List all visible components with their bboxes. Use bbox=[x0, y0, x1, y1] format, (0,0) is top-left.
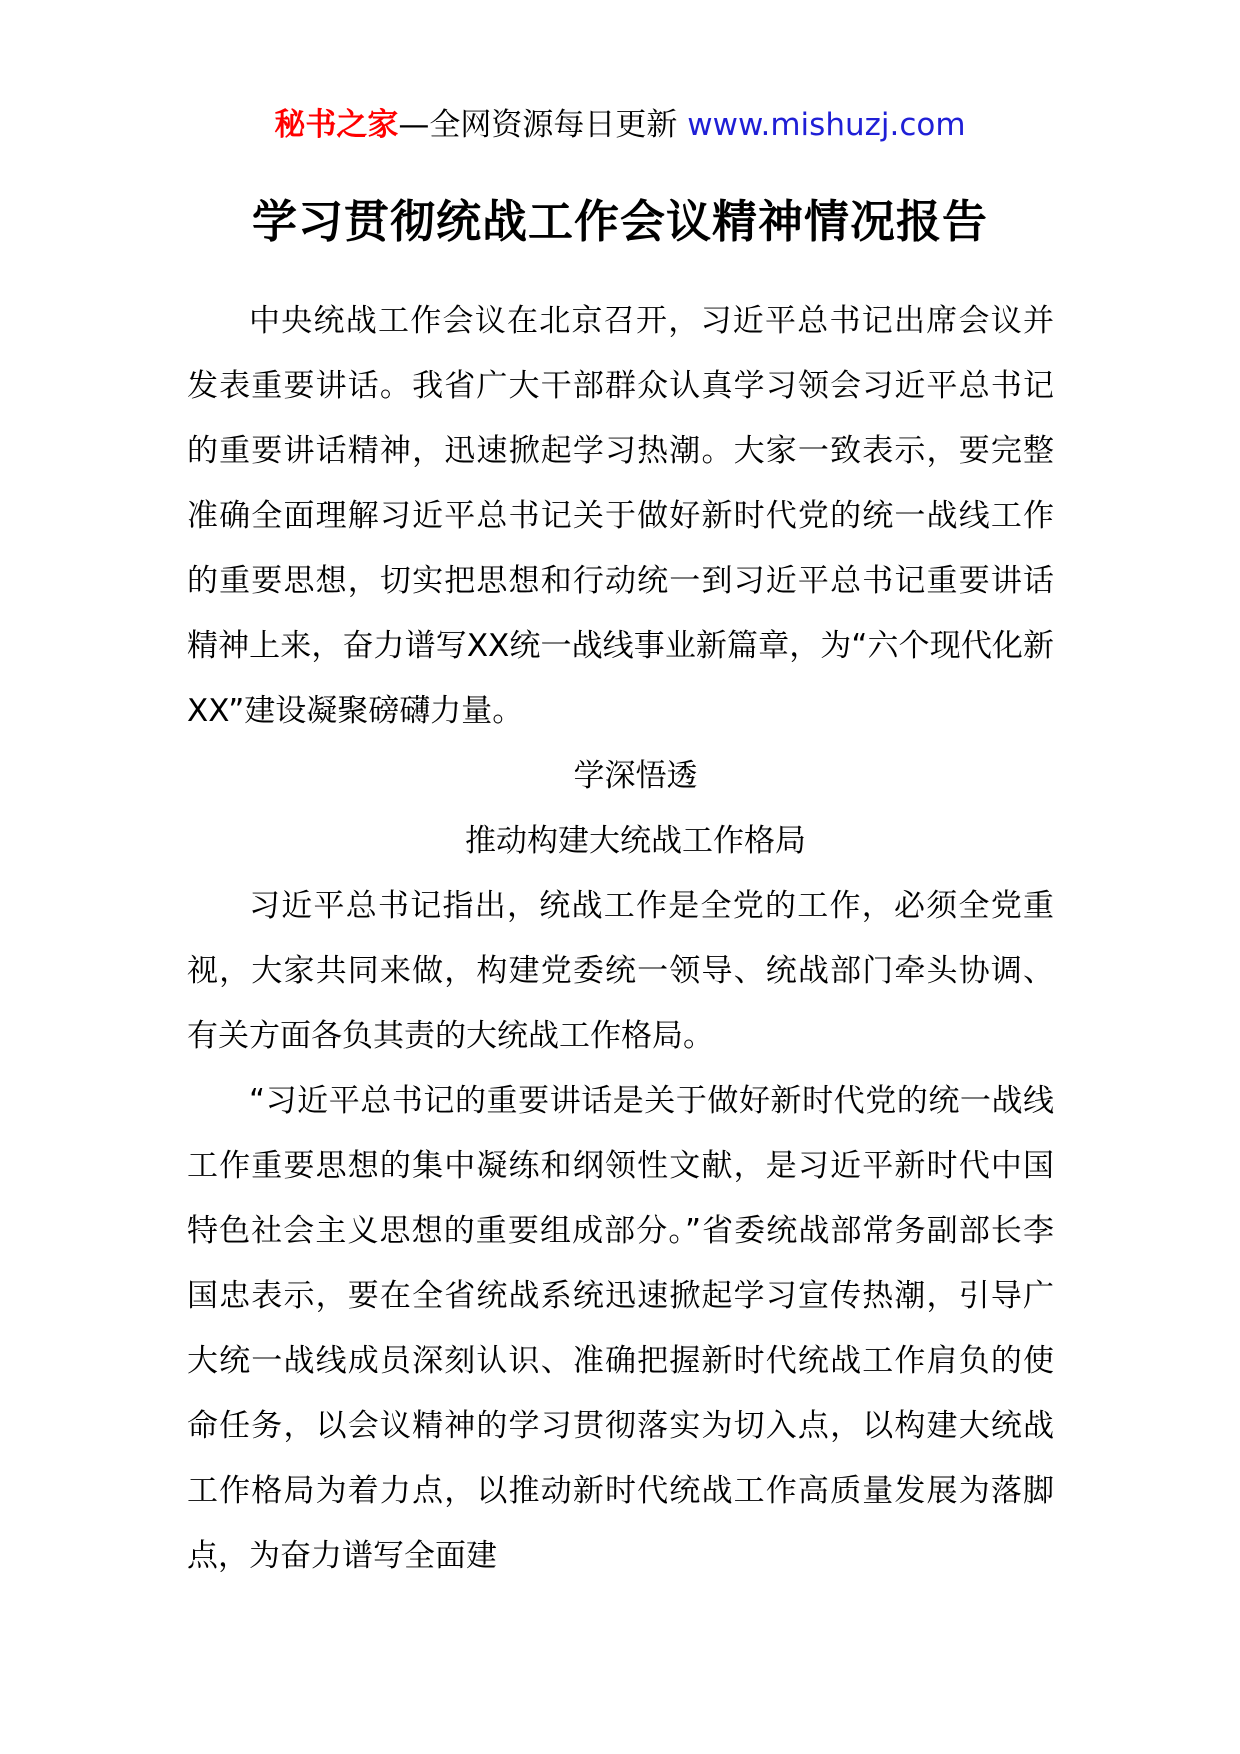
paragraph-intro: 中央统战工作会议在北京召开，习近平总书记出席会议并发表重要讲话。我省广大干部群众认真学习领会习近平总书记的重要讲话精神，迅速掀起学习热潮。大家一致表示，要完整准确全面理解习近平总书记关于做好新时代党的统一战线工作的重要思想，切实把思想和行动统一到习近平总书记重要讲话精神上来，奋力谱写XX统一战线事业新篇章，为“六个现代化新XX”建设凝聚磅礴力量。 bbox=[187, 303, 1054, 729]
paragraph-2: 习近平总书记指出，统战工作是全党的工作，必须全党重视，大家共同来做，构建党委统一领导、统战部门牵头协调、有关方面各负其责的大统战工作格局。 bbox=[187, 888, 1054, 1054]
site-brand: 秘书之家 bbox=[274, 107, 399, 143]
site-tagline: —全网资源每日更新 bbox=[398, 107, 688, 143]
site-header bbox=[0, 103, 1240, 147]
document-body bbox=[187, 289, 1054, 1589]
section-subheading-2: 推动构建大统战工作格局 bbox=[465, 823, 806, 859]
document-title: 学习贯彻统战工作会议精神情况报告 bbox=[251, 195, 988, 249]
section-subheading-1: 学深悟透 bbox=[573, 758, 698, 794]
site-url-link[interactable]: www.mishuzj.com bbox=[687, 107, 966, 143]
paragraph-3: “习近平总书记的重要讲话是关于做好新时代党的统一战线工作重要思想的集中凝练和纲领性文献，是习近平新时代中国特色社会主义思想的重要组成部分。”省委统战部常务副部长李国忠表示，要在全省统战系统迅速掀起学习宣传热潮，引导广大统一战线成员深刻认识、准确把握新时代统战工作肩负的使命任务，以会议精神的学习贯彻落实为切入点，以构建大统战工作格局为着力点，以推动新时代统战工作高质量发展为落脚点，为奋力谱写全面建 bbox=[187, 1083, 1054, 1574]
